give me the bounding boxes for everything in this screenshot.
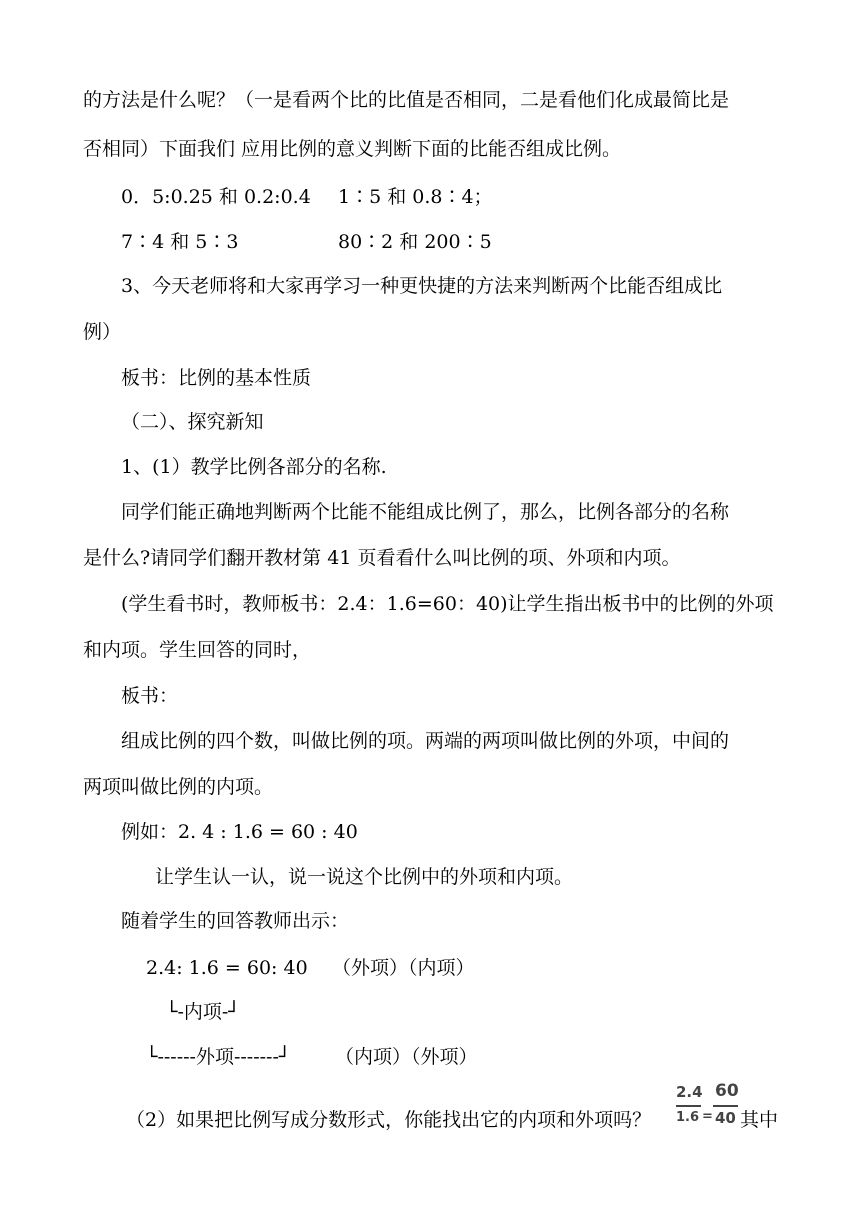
paragraph-line: (学生看书时，教师板书：2.4：1.6=60：40)让学生指出板书中的比例的外项 xyxy=(121,593,774,615)
paragraph-line: 让学生认一认，说一说这个比例中的外项和内项。 xyxy=(155,866,574,888)
section-heading: （二）、探究新知 xyxy=(121,411,264,433)
paragraph-line: 组成比例的四个数，叫做比例的项。两端的两项叫做比例的外项，中间的 xyxy=(121,730,730,752)
term-labels: （内项）（外项） xyxy=(335,1046,478,1068)
board-title: 板书：比例的基本性质 xyxy=(121,367,312,389)
fraction-numerator: 2.4 xyxy=(676,1083,703,1101)
paragraph-line: 和内项。学生回答的同时， xyxy=(83,639,312,661)
paragraph-line: 其中 xyxy=(740,1109,779,1131)
exercise-item: 7∶4 和 5∶3 xyxy=(121,231,239,253)
example-line: 例如：2. 4 : 1.6 = 60 : 40 xyxy=(121,821,358,843)
paragraph-line: 的方法是什么呢？（一是看两个比的比值是否相同，二是看他们化成最简比是 xyxy=(83,89,730,111)
paragraph-line: （2）如果把比例写成分数形式，你能找出它的内项和外项吗？ xyxy=(126,1109,652,1131)
paragraph-line: 两项叫做比例的内项。 xyxy=(83,776,274,798)
paragraph-line: 随着学生的回答教师出示： xyxy=(121,910,350,932)
fraction-denominator: 40 xyxy=(715,1109,736,1127)
fraction-bar xyxy=(713,1105,738,1107)
subsection-heading: 1、(1）教学比例各部分的名称. xyxy=(121,456,387,478)
fraction-bar xyxy=(676,1105,701,1107)
paragraph-line: 例） xyxy=(83,321,122,343)
exercise-item: 80∶2 和 200∶5 xyxy=(338,231,492,253)
paragraph-line: 是什么?请同学们翻开教材第 41 页看看什么叫比例的项、外项和内项。 xyxy=(83,547,681,569)
fraction-proportion xyxy=(676,1083,740,1133)
term-labels: （外项）（内项） xyxy=(332,957,475,979)
outer-term-bracket: └------外项-------┘ xyxy=(146,1046,291,1068)
exercise-item: 1∶5 和 0.8∶4； xyxy=(338,186,493,208)
paragraph-line: 3、今天老师将和大家再学习一种更快捷的方法来判断两个比能否组成比 xyxy=(121,275,723,297)
inner-term-bracket: └-内项-┘ xyxy=(166,1001,240,1023)
fraction-numerator: 60 xyxy=(715,1081,739,1101)
paragraph-line: 同学们能正确地判断两个比能不能组成比例了，那么，比例各部分的名称 xyxy=(121,501,730,523)
proportion-expression: 2.4: 1.6 = 60: 40 xyxy=(146,957,308,979)
exercise-item: 0．5:0.25 和 0.2:0.4 xyxy=(121,186,311,208)
board-label: 板书： xyxy=(121,685,179,707)
paragraph-line: 否相同）下面我们 应用比例的意义判断下面的比能否组成比例。 xyxy=(83,138,622,160)
equals-sign: = xyxy=(702,1109,713,1124)
fraction-denominator: 1.6 xyxy=(676,1110,700,1125)
